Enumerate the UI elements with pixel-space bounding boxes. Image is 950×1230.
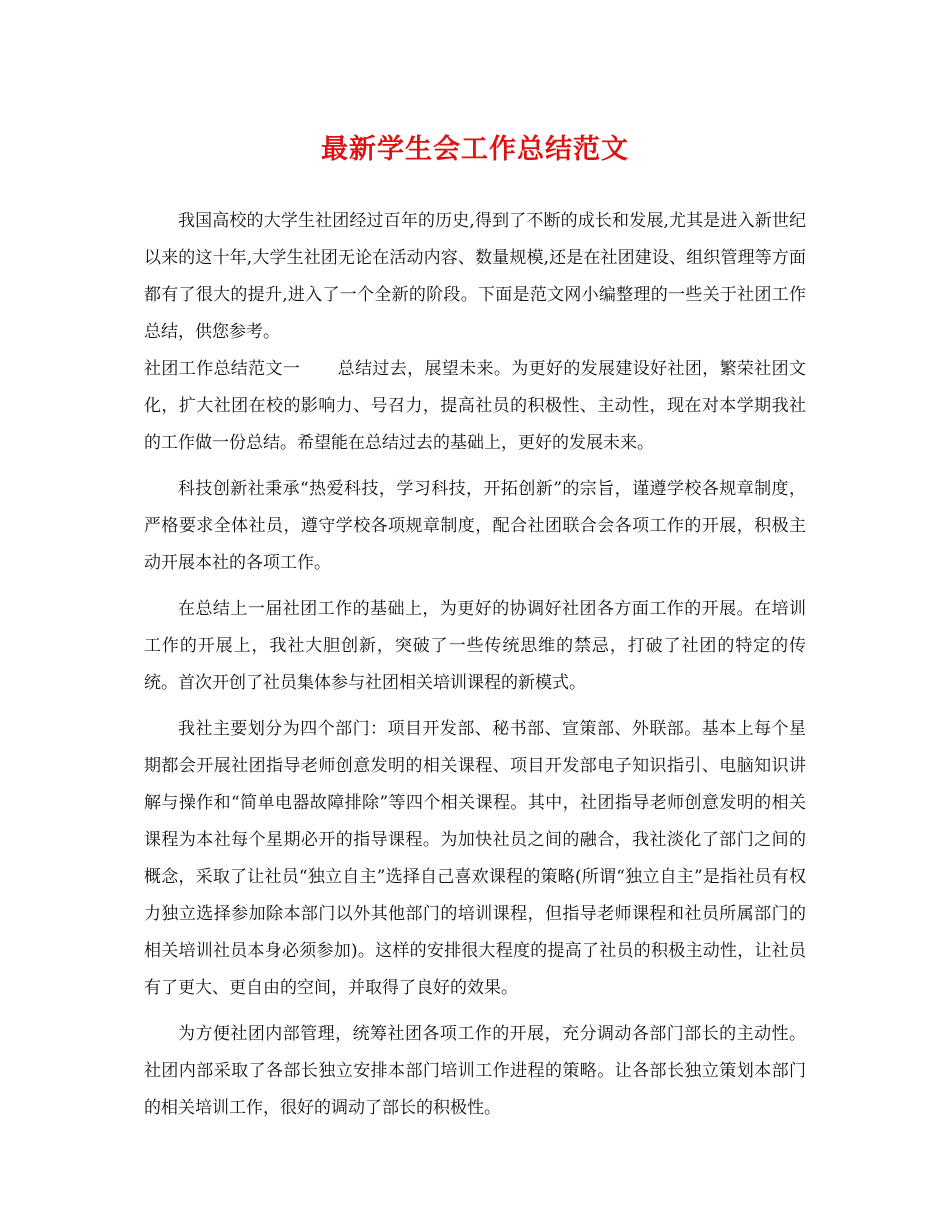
section-label: 社团工作总结范文一 (144, 359, 301, 379)
document-title: 最新学生会工作总结范文 (321, 134, 629, 165)
body-paragraph-4: 为方便社团内部管理，统筹社团各项工作的开展，充分调动各部门部长的主动性。社团内部采取了各部长独立安排本部门培训工作进程的策略。让各部长独立策划本部门的相关培训工作，很好的调动了部长的积极性。 (144, 1024, 806, 1118)
section-text: 总结过去，展望未来。为更好的发展建设好社团，繁荣社团文化，扩大社团在校的影响力、号召力，提高社员的积极性、主动性，现在对本学期我社的工作做一份总结。希望能在总结过去的基础上，更好的发展未来。 (144, 359, 807, 453)
body-paragraph-2: 在总结上一届社团工作的基础上，为更好的协调好社团各方面工作的开展。在培训工作的开展上，我社大胆创新，突破了一些传统思维的禁忌，打破了社团的特定的传统。首次开创了社员集体参与社团相关培训课程的新模式。 (144, 599, 806, 693)
section-paragraph (144, 351, 806, 462)
body-paragraph-1: 科技创新社秉承“热爱科技，学习科技，开拓创新”的宗旨，谨遵学校各规章制度，严格要求全体社员，遵守学校各项规章制度，配合社团联合会各项工作的开展，积极主动开展本社的各项工作。 (144, 479, 806, 573)
body-paragraph-3: 我社主要划分为四个部门：项目开发部、秘书部、宣策部、外联部。基本上每个星期都会开展社团指导老师创意发明的相关课程、项目开发部电子知识指引、电脑知识讲解与操作和“简单电器故障排除”等四个相关课程。其中，社团指导老师创意发明的相关课程为本社每个星期必开的指导课程。为加快社员之间的融合，我社淡化了部门之间的概念，采取了让社员“独立自主”选择自己喜欢课程的策略(所谓“独立自主”是指社员有权力独立选择参加除本部门以外其他部门的培训课程，但指导老师课程和社员所属部门的相关培训社员本身必须参加)。这样的安排很大程度的提高了社员的积极主动性，让社员有了更大、更自由的空间，并取得了良好的效果。 (144, 719, 806, 998)
intro-paragraph: 我国高校的大学生社团经过百年的历史,得到了不断的成长和发展,尤其是进入新世纪以来的这十年,大学生社团无论在活动内容、数量规模,还是在社团建设、组织管理等方面都有了很大的提升,进入了一个全新的阶段。下面是范文网小编整理的一些关于社团工作总结，供您参考。 (144, 211, 806, 342)
document-body (144, 203, 806, 1136)
